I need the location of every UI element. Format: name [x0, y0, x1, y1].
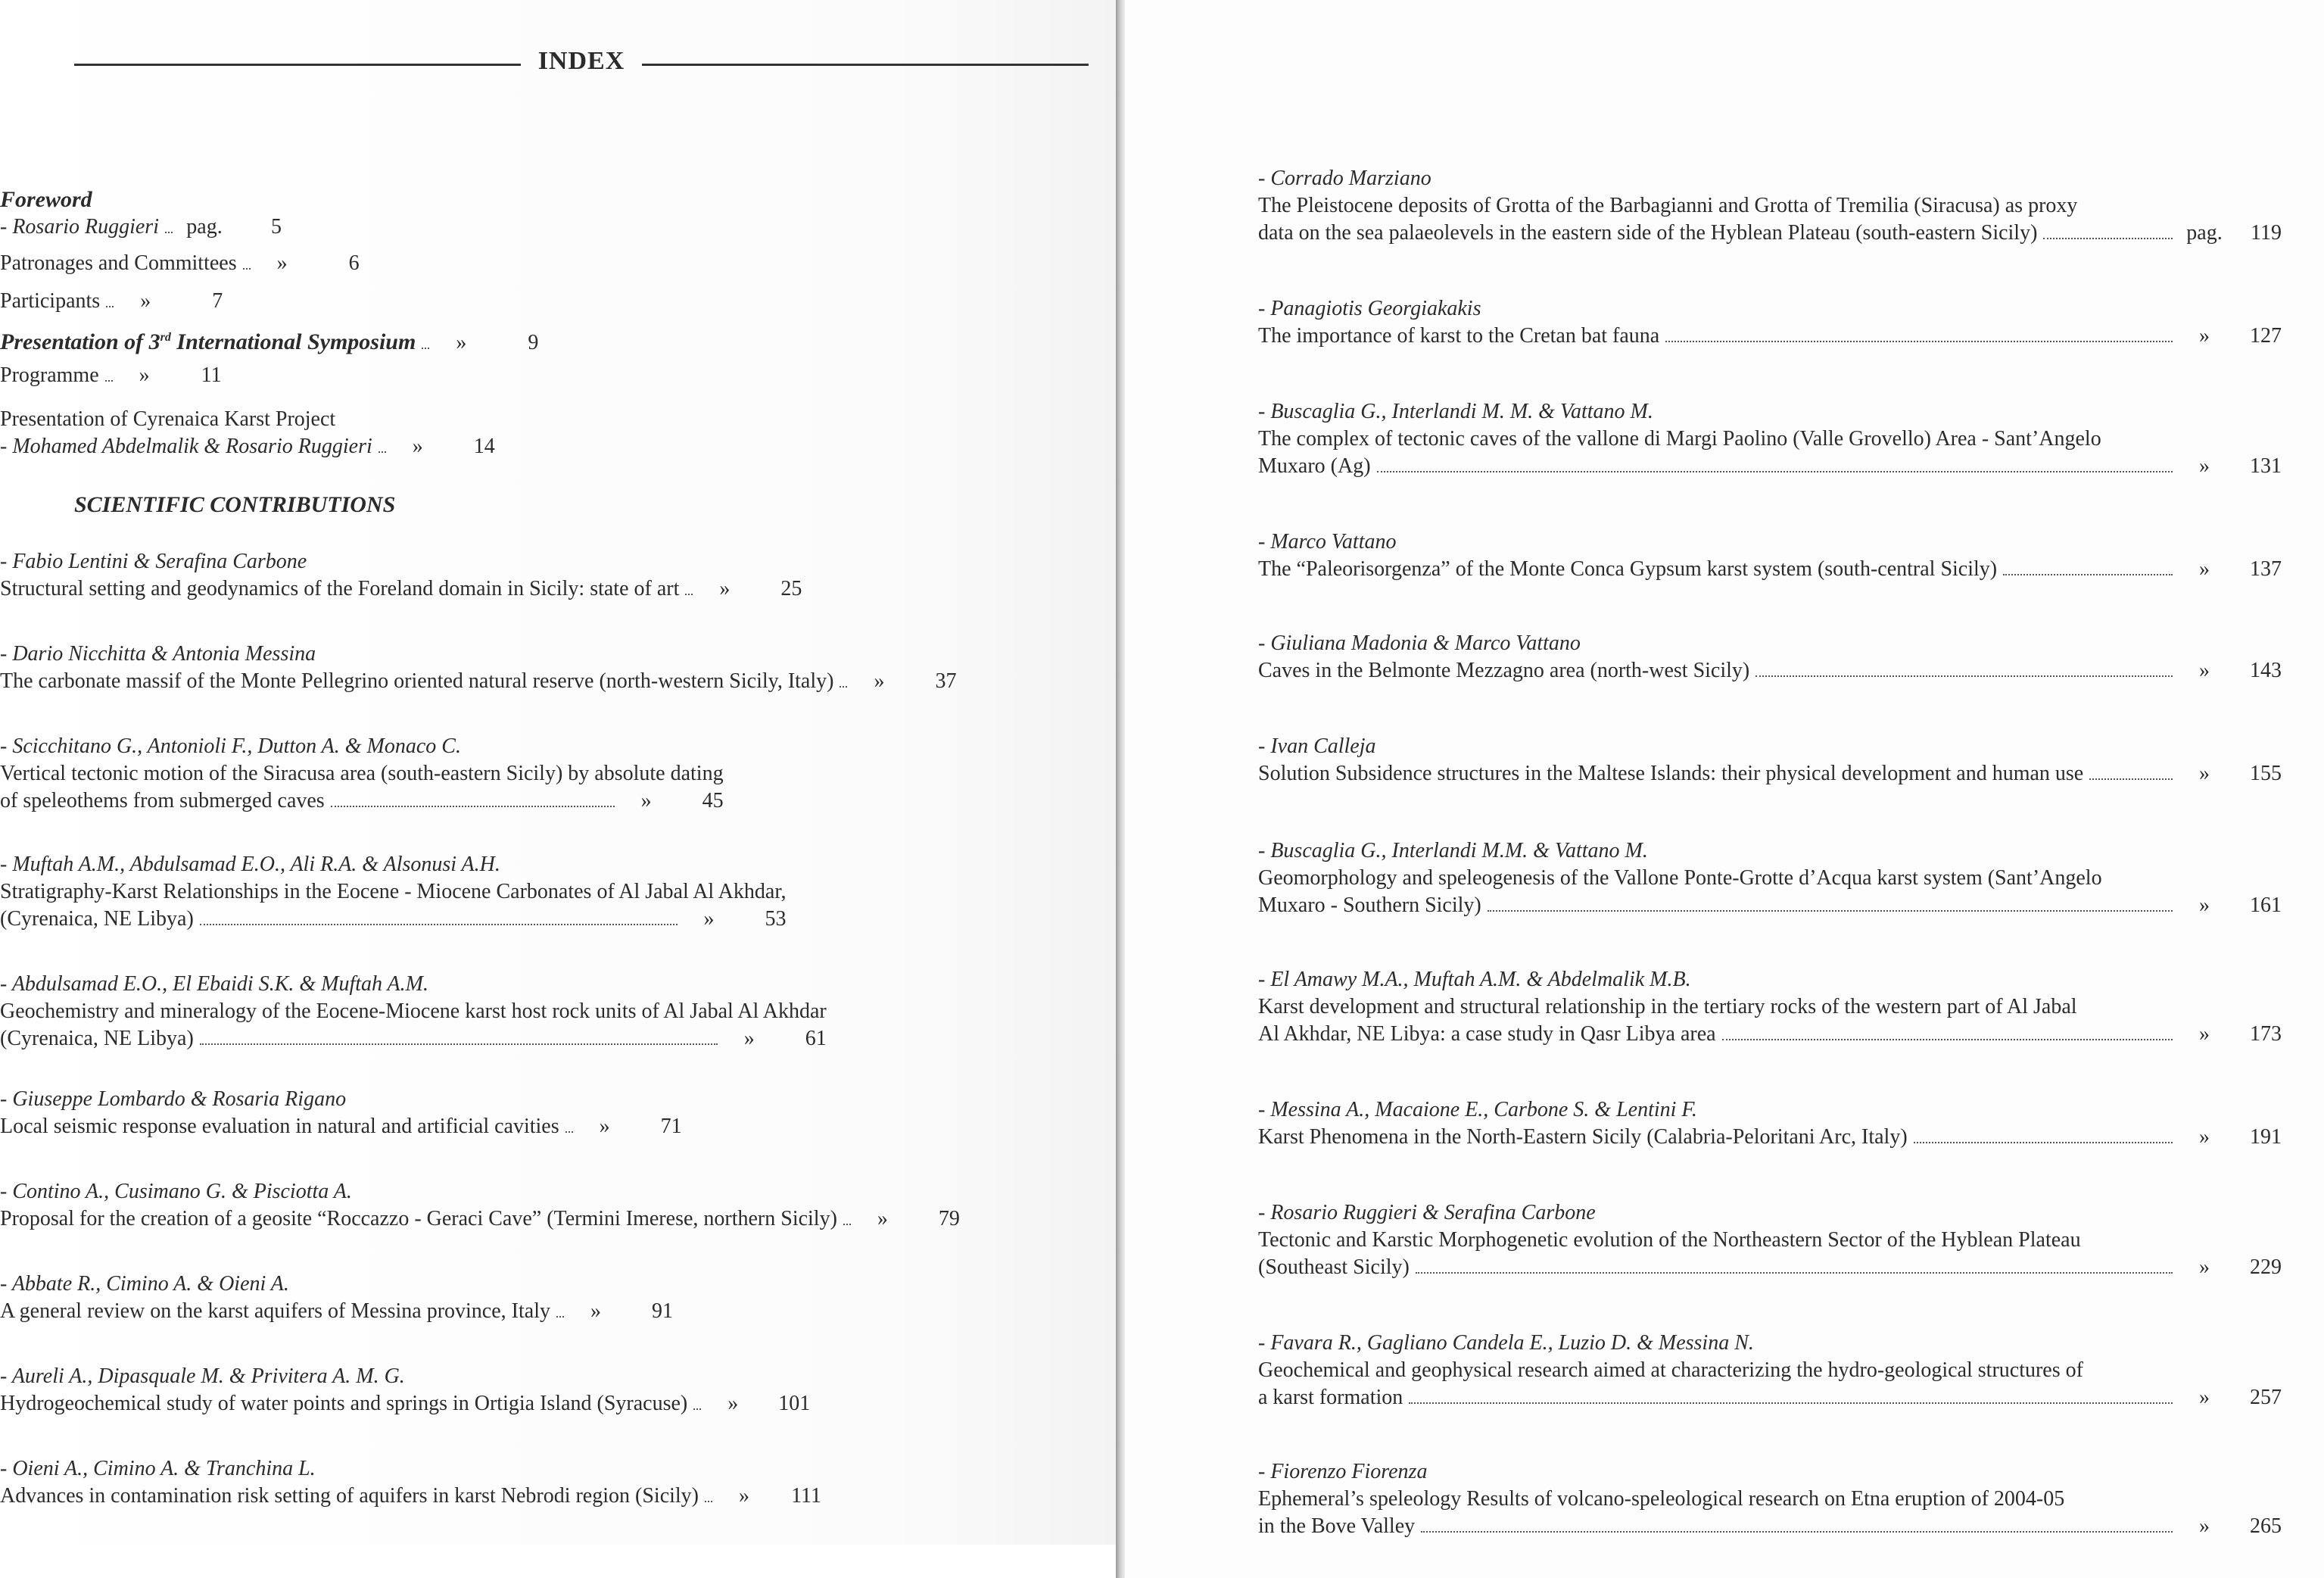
page-number: 6	[348, 251, 360, 275]
page-number: 119	[2251, 221, 2282, 245]
toc-entry	[1258, 295, 2282, 350]
entry-title: Patronages and Committees	[0, 251, 237, 275]
entry-title: (Southeast Sicily)	[1258, 1255, 1410, 1279]
page-number: 127	[2250, 324, 2282, 348]
entry-title-line: Geomorphology and speleogenesis of the Vallone Ponte-Grotte d’Acqua karst system (Sant’Angelo	[1258, 866, 2102, 890]
page-number: 155	[2250, 762, 2282, 785]
page-marker: »	[703, 907, 715, 931]
page-marker: »	[139, 363, 150, 387]
entry-title: Karst Phenomena in the North-Eastern Sicily (Calabria-Peloritani Arc, Italy)	[1258, 1125, 1908, 1149]
entry-last-line	[1258, 1254, 2282, 1281]
page-marker: »	[2199, 1022, 2210, 1046]
entry-last-line	[0, 668, 956, 695]
page-marker: »	[640, 789, 652, 812]
entry-author: - Marco Vattano	[1258, 530, 1397, 554]
entry-last-line	[0, 1390, 810, 1417]
entry-title-line: Karst development and structural relationship in the tertiary rocks of the western part of Al Jabal	[1258, 995, 2077, 1018]
page-number: 137	[2250, 557, 2282, 581]
page-number: 257	[2250, 1386, 2282, 1409]
toc-entry	[1258, 966, 2282, 1048]
dot-leader	[1914, 1142, 2173, 1143]
dot-leader	[422, 348, 429, 349]
entry-author: - Corrado Marziano	[1258, 167, 1431, 190]
entry-title: Solution Subsidence structures in the Maltese Islands: their physical development and human use	[1258, 762, 2084, 785]
dot-leader	[105, 380, 113, 382]
toc-entry	[1258, 630, 2282, 685]
entry-title: The carbonate massif of the Monte Pellegrino oriented natural reserve (north-western Sicily, Italy)	[0, 669, 834, 693]
dot-leader	[685, 594, 693, 595]
entry-last-line	[0, 1298, 673, 1325]
entry-title: A general review on the karst aquifers of Messina province, Italy	[0, 1299, 550, 1323]
entry-last-line	[0, 1113, 682, 1140]
entry-title: Muxaro - Southern Sicily)	[1258, 893, 1481, 917]
entry-last-line	[0, 906, 787, 933]
dot-leader	[1409, 1402, 2173, 1404]
entry-last-line	[1258, 1021, 2282, 1048]
toc-entry	[0, 851, 787, 933]
entry-author: - Giuseppe Lombardo & Rosaria Rigano	[0, 1087, 347, 1111]
toc-entry	[0, 1271, 673, 1325]
page-marker: pag.	[2186, 221, 2223, 245]
page-marker: »	[2199, 1255, 2210, 1279]
dot-leader	[379, 451, 386, 453]
toc-entry	[1258, 1330, 2282, 1411]
page-number: 91	[651, 1299, 673, 1323]
entry-author: - Fabio Lentini & Serafina Carbone	[0, 550, 307, 573]
page-number: 9	[528, 331, 539, 354]
page-marker: »	[2199, 324, 2210, 348]
dot-leader	[556, 1316, 564, 1318]
entry-last-line	[0, 1483, 821, 1510]
entry-last-line	[1258, 760, 2282, 787]
entry-title: Hydrogeochemical study of water points and springs in Ortigia Island (Syracuse)	[0, 1392, 688, 1415]
dot-leader	[243, 268, 251, 270]
entry-author: - Buscaglia G., Interlandi M.M. & Vattano M.	[1258, 839, 1648, 862]
page-marker: »	[743, 1027, 755, 1050]
dot-leader	[843, 1224, 851, 1225]
page-marker: »	[412, 435, 423, 458]
page-number: 11	[201, 363, 222, 387]
dot-leader	[1421, 1531, 2173, 1533]
page-marker: »	[719, 577, 731, 600]
toc-entry	[0, 1363, 810, 1417]
toc-entry	[0, 641, 956, 695]
dot-leader	[1488, 910, 2173, 912]
page-marker: »	[877, 1207, 888, 1230]
entry-last-line	[0, 1025, 827, 1053]
dot-leader	[2089, 778, 2173, 780]
toc-entry-participants	[0, 288, 223, 315]
entry-author: - Fiorenzo Fiorenza	[1258, 1460, 1428, 1483]
entry-title: data on the sea palaeolevels in the eastern side of the Hyblean Plateau (south-eastern Sicily)	[1258, 221, 2038, 245]
entry-last-line	[1258, 220, 2282, 247]
toc-entry	[1258, 165, 2282, 247]
entry-author: - Rosario Ruggieri & Serafina Carbone	[1258, 1201, 1596, 1224]
index-heading	[74, 47, 1089, 85]
entry-title-line: Ephemeral’s speleology Results of volcano-speleological research on Etna eruption of 2004-05	[1258, 1487, 2065, 1511]
page-number: 173	[2250, 1022, 2282, 1046]
entry-title: Muxaro (Ag)	[1258, 454, 1371, 478]
toc-entry	[1258, 1458, 2282, 1540]
toc-entry	[0, 1455, 821, 1510]
page-number: 14	[473, 435, 495, 458]
entry-last-line	[0, 1205, 960, 1233]
dot-leader	[1722, 1039, 2173, 1040]
foreword-author: - Rosario Ruggieri	[0, 215, 159, 239]
page-marker: »	[2199, 893, 2210, 917]
dot-leader	[1665, 341, 2173, 342]
foreword-entry	[0, 186, 282, 241]
entry-author: - Ivan Calleja	[1258, 734, 1376, 758]
toc-entry	[0, 733, 724, 815]
dot-leader	[565, 1131, 573, 1133]
page-marker: »	[599, 1115, 610, 1138]
entry-author: - Scicchitano G., Antonioli F., Dutton A. & Monaco C.	[0, 734, 461, 758]
dot-leader	[2043, 238, 2173, 239]
page-bottom-margin	[0, 1545, 1116, 1578]
entry-author: - Contino A., Cusimano G. & Pisciotta A.	[0, 1180, 352, 1203]
page-marker: »	[739, 1484, 750, 1508]
entry-author: - Mohamed Abdelmalik & Rosario Ruggieri	[0, 435, 372, 458]
entry-author: - El Amawy M.A., Muftah A.M. & Abdelmalik M.B.	[1258, 968, 1691, 991]
entry-title: Presentation of Cyrenaica Karst Project	[0, 407, 336, 431]
dot-leader	[840, 686, 847, 688]
toc-entry	[1258, 398, 2282, 480]
foreword-title: Foreword	[0, 187, 92, 212]
entry-title-line: The Pleistocene deposits of Grotta of the Barbagianni and Grotta of Tremilia (Siracusa) as proxy	[1258, 194, 2078, 217]
page-marker: »	[2199, 1514, 2210, 1538]
page-marker: »	[874, 669, 885, 693]
entry-last-line	[1258, 892, 2282, 919]
entry-author: - Dario Nicchitta & Antonia Messina	[0, 642, 316, 666]
page-number: 161	[2250, 893, 2282, 917]
entry-title: Presentation of 3rd International Symposium	[0, 329, 416, 354]
toc-entry	[1258, 837, 2282, 919]
page-number: 265	[2250, 1514, 2282, 1538]
page-number: 7	[212, 289, 223, 313]
entry-title: Local seismic response evaluation in natural and artificial cavities	[0, 1115, 559, 1138]
entry-title: The “Paleorisorgenza” of the Monte Conca Gypsum karst system (south-central Sicily)	[1258, 557, 1998, 581]
toc-entry-patronages	[0, 250, 360, 277]
dot-leader	[705, 1501, 712, 1502]
entry-title: The importance of karst to the Cretan bat fauna	[1258, 324, 1660, 348]
toc-entry	[1258, 1199, 2282, 1281]
dot-leader	[1377, 471, 2173, 472]
dot-leader	[200, 924, 678, 925]
dot-leader	[200, 1043, 718, 1045]
page-number: 5	[271, 215, 282, 239]
page-marker: »	[456, 331, 467, 354]
page-marker: »	[2199, 454, 2210, 478]
toc-entry	[1258, 1096, 2282, 1151]
entry-title: Programme	[0, 363, 99, 387]
foreword-line	[0, 214, 282, 241]
entry-last-line	[1258, 453, 2282, 480]
entry-last-line	[1258, 657, 2282, 685]
page-marker: »	[2199, 659, 2210, 682]
entry-author: - Abbate R., Cimino A. & Oieni A.	[0, 1272, 289, 1296]
toc-entry	[0, 1086, 682, 1140]
toc-entry	[0, 1178, 960, 1233]
entry-title-line: Stratigraphy-Karst Relationships in the Eocene - Miocene Carbonates of Al Jabal Al Akhdar,	[0, 880, 787, 903]
page-number: 143	[2250, 659, 2282, 682]
page-marker: »	[2199, 1125, 2210, 1149]
page-number: 229	[2250, 1255, 2282, 1279]
toc-entry-cyrenaica	[0, 406, 495, 460]
entry-title: Al Akhdar, NE Libya: a case study in Qasr Libya area	[1258, 1022, 1716, 1046]
toc-entry	[0, 971, 827, 1053]
page-number: 25	[780, 577, 802, 600]
entry-author: - Giuliana Madonia & Marco Vattano	[1258, 632, 1581, 655]
entry-title: of speleothems from submerged caves	[0, 789, 325, 812]
index-title: INDEX	[537, 47, 625, 75]
dot-leader	[1755, 675, 2173, 677]
page-number: 53	[765, 907, 787, 931]
entry-last-line	[1258, 1513, 2282, 1540]
entry-last-line	[1258, 1384, 2282, 1411]
entry-title: (Cyrenaica, NE Libya)	[0, 1027, 194, 1050]
entry-author: - Aureli A., Dipasquale M. & Privitera A. M. G.	[0, 1364, 405, 1388]
toc-entry-programme	[0, 362, 222, 389]
page-marker: »	[2199, 762, 2210, 785]
page-number: 101	[778, 1392, 811, 1415]
page-number: 45	[702, 789, 724, 812]
page-marker: »	[590, 1299, 601, 1323]
entry-author: - Messina A., Macaione E., Carbone S. & Lentini F.	[1258, 1098, 1697, 1121]
entry-title: Participants	[0, 289, 101, 313]
page-number: 71	[660, 1115, 682, 1138]
entry-last-line	[1258, 1124, 2282, 1151]
entry-author: - Muftah A.M., Abdulsamad E.O., Ali R.A. & Alsonusi A.H.	[0, 853, 500, 876]
page-number: 191	[2250, 1125, 2282, 1149]
entry-title: Proposal for the creation of a geosite “Roccazzo - Geraci Cave” (Termini Imerese, northern Sicily)	[0, 1207, 837, 1230]
entry-last-line	[0, 787, 724, 815]
entry-title: Structural setting and geodynamics of the Foreland domain in Sicily: state of art	[0, 577, 680, 600]
page-marker: »	[140, 289, 151, 313]
page-number: 79	[938, 1207, 960, 1230]
dot-leader	[331, 806, 615, 807]
entry-author: - Oieni A., Cimino A. & Tranchina L.	[0, 1457, 316, 1480]
entry-title: in the Bove Valley	[1258, 1514, 1416, 1538]
dot-leader	[1416, 1272, 2173, 1274]
toc-entry	[1258, 529, 2282, 583]
page-number: 37	[935, 669, 957, 693]
dot-leader	[693, 1408, 701, 1410]
entry-title: Advances in contamination risk setting of aquifers in karst Nebrodi region (Sicily)	[0, 1484, 699, 1508]
page-marker: »	[276, 251, 288, 275]
dot-leader	[165, 232, 173, 233]
entry-title: Caves in the Belmonte Mezzagno area (north-west Sicily)	[1258, 659, 1750, 682]
dot-leader	[2003, 574, 2173, 575]
page-number: 111	[791, 1484, 822, 1508]
entry-author: - Panagiotis Georgiakakis	[1258, 297, 1481, 320]
entry-title-line: The complex of tectonic caves of the vallone di Margi Paolino (Valle Grovello) Area - Sant’Angelo	[1258, 427, 2101, 451]
entry-last-line	[0, 575, 802, 603]
dot-leader	[106, 306, 114, 307]
toc-entry	[0, 548, 802, 603]
toc-entry	[1258, 733, 2282, 787]
toc-entry-presentation-symposium	[0, 324, 538, 357]
page-number: 131	[2250, 454, 2282, 478]
page-marker: »	[2199, 557, 2210, 581]
entry-last-line	[1258, 323, 2282, 350]
page-marker: »	[2199, 1386, 2210, 1409]
page-marker: pag.	[186, 215, 223, 239]
entry-title-line: Vertical tectonic motion of the Siracusa area (south-eastern Sicily) by absolute dating	[0, 762, 724, 785]
section-heading: SCIENTIFIC CONTRIBUTIONS	[74, 492, 396, 517]
entry-title: (Cyrenaica, NE Libya)	[0, 907, 194, 931]
book-gutter	[1116, 0, 1125, 1578]
entry-author: - Buscaglia G., Interlandi M. M. & Vattano M.	[1258, 400, 1653, 423]
entry-author: - Abdulsamad E.O., El Ebaidi S.K. & Muftah A.M.	[0, 972, 428, 996]
entry-last-line	[1258, 556, 2282, 583]
entry-title: a karst formation	[1258, 1386, 1403, 1409]
page-marker: »	[727, 1392, 739, 1415]
entry-title-line: Geochemistry and mineralogy of the Eocene-Miocene karst host rock units of Al Jabal Al Akhdar	[0, 1000, 827, 1023]
entry-author: - Favara R., Gagliano Candela E., Luzio D. & Messina N.	[1258, 1331, 1754, 1355]
page-number: 61	[805, 1027, 827, 1050]
entry-title-line: Geochemical and geophysical research aimed at characterizing the hydro-geological structures of	[1258, 1358, 2083, 1382]
entry-title-line: Tectonic and Karstic Morphogenetic evolution of the Northeastern Sector of the Hyblean Plateau	[1258, 1228, 2081, 1252]
